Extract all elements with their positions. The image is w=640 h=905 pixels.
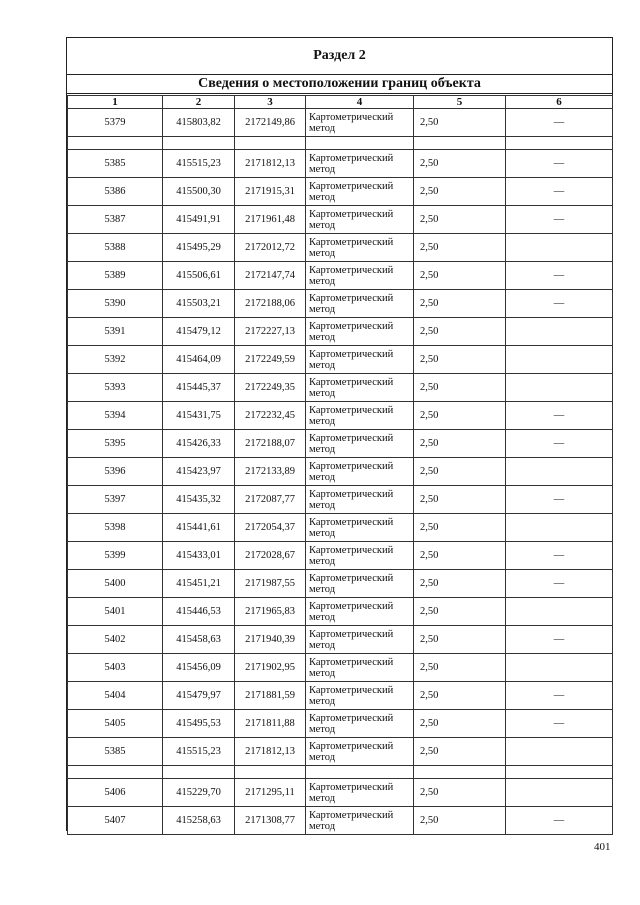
- method-cell: Картометрический метод: [306, 514, 414, 542]
- y-coordinate-cell: 2171915,31: [235, 178, 306, 206]
- point-number-cell: 5391: [68, 318, 163, 346]
- x-coordinate-cell: 415441,61: [163, 514, 235, 542]
- note-cell: [506, 374, 613, 402]
- accuracy-cell: 2,50: [414, 234, 506, 262]
- x-coordinate-cell: 415423,97: [163, 458, 235, 486]
- table-row: [68, 738, 613, 766]
- method-cell: Картометрический метод: [306, 318, 414, 346]
- accuracy-cell: 2,50: [414, 779, 506, 807]
- table-row: [68, 150, 613, 178]
- point-number-cell: 5389: [68, 262, 163, 290]
- method-cell: Картометрический метод: [306, 654, 414, 682]
- note-cell: —: [506, 150, 613, 178]
- empty-cell: [506, 137, 613, 150]
- method-cell: Картометрический метод: [306, 346, 414, 374]
- table-row: [68, 486, 613, 514]
- table-row: [68, 654, 613, 682]
- point-number-cell: 5393: [68, 374, 163, 402]
- note-cell: —: [506, 430, 613, 458]
- empty-cell: [163, 766, 235, 779]
- accuracy-cell: 2,50: [414, 542, 506, 570]
- method-cell: Картометрический метод: [306, 290, 414, 318]
- point-number-cell: 5401: [68, 598, 163, 626]
- point-number-cell: 5379: [68, 109, 163, 137]
- point-number-cell: 5403: [68, 654, 163, 682]
- note-cell: —: [506, 486, 613, 514]
- point-number-cell: 5400: [68, 570, 163, 598]
- y-coordinate-cell: 2171902,95: [235, 654, 306, 682]
- table-row: [68, 234, 613, 262]
- method-cell: Картометрический метод: [306, 206, 414, 234]
- accuracy-cell: 2,50: [414, 109, 506, 137]
- accuracy-cell: 2,50: [414, 290, 506, 318]
- empty-cell: [235, 766, 306, 779]
- method-cell: Картометрический метод: [306, 598, 414, 626]
- method-cell: Картометрический метод: [306, 486, 414, 514]
- col-header-5: 5: [414, 96, 506, 109]
- point-number-cell: 5394: [68, 402, 163, 430]
- note-cell: —: [506, 178, 613, 206]
- point-number-cell: 5387: [68, 206, 163, 234]
- table-body: [68, 96, 613, 835]
- empty-cell: [235, 137, 306, 150]
- y-coordinate-cell: 2172149,86: [235, 109, 306, 137]
- section-title: Раздел 2: [67, 38, 612, 75]
- y-coordinate-cell: 2171812,13: [235, 150, 306, 178]
- table-row: [68, 626, 613, 654]
- accuracy-cell: 2,50: [414, 430, 506, 458]
- method-cell: Картометрический метод: [306, 626, 414, 654]
- x-coordinate-cell: 415456,09: [163, 654, 235, 682]
- method-cell: Картометрический метод: [306, 738, 414, 766]
- note-cell: —: [506, 262, 613, 290]
- accuracy-cell: 2,50: [414, 710, 506, 738]
- header-row: [68, 96, 613, 109]
- accuracy-cell: 2,50: [414, 598, 506, 626]
- y-coordinate-cell: 2172249,59: [235, 346, 306, 374]
- accuracy-cell: 2,50: [414, 374, 506, 402]
- y-coordinate-cell: 2171308,77: [235, 807, 306, 835]
- empty-cell: [306, 766, 414, 779]
- y-coordinate-cell: 2172188,07: [235, 430, 306, 458]
- note-cell: —: [506, 626, 613, 654]
- method-cell: Картометрический метод: [306, 109, 414, 137]
- empty-cell: [414, 137, 506, 150]
- empty-cell: [306, 137, 414, 150]
- accuracy-cell: 2,50: [414, 318, 506, 346]
- note-cell: [506, 779, 613, 807]
- table-title: Сведения о местоположении границ объекта: [67, 75, 612, 94]
- accuracy-cell: 2,50: [414, 807, 506, 835]
- x-coordinate-cell: 415445,37: [163, 374, 235, 402]
- x-coordinate-cell: 415506,61: [163, 262, 235, 290]
- x-coordinate-cell: 415258,63: [163, 807, 235, 835]
- x-coordinate-cell: 415479,12: [163, 318, 235, 346]
- y-coordinate-cell: 2172249,35: [235, 374, 306, 402]
- method-cell: Картометрический метод: [306, 542, 414, 570]
- point-number-cell: 5385: [68, 150, 163, 178]
- col-header-3: 3: [235, 96, 306, 109]
- y-coordinate-cell: 2171961,48: [235, 206, 306, 234]
- note-cell: —: [506, 570, 613, 598]
- y-coordinate-cell: 2171940,39: [235, 626, 306, 654]
- x-coordinate-cell: 415446,53: [163, 598, 235, 626]
- x-coordinate-cell: 415451,21: [163, 570, 235, 598]
- accuracy-cell: 2,50: [414, 402, 506, 430]
- y-coordinate-cell: 2171295,11: [235, 779, 306, 807]
- col-header-6: 6: [506, 96, 613, 109]
- method-cell: Картометрический метод: [306, 807, 414, 835]
- table-row: [68, 109, 613, 137]
- note-cell: [506, 234, 613, 262]
- x-coordinate-cell: 415515,23: [163, 150, 235, 178]
- accuracy-cell: 2,50: [414, 682, 506, 710]
- table-row: [68, 206, 613, 234]
- accuracy-cell: 2,50: [414, 486, 506, 514]
- method-cell: Картометрический метод: [306, 262, 414, 290]
- method-cell: Картометрический метод: [306, 570, 414, 598]
- y-coordinate-cell: 2171881,59: [235, 682, 306, 710]
- note-cell: —: [506, 109, 613, 137]
- note-cell: —: [506, 807, 613, 835]
- empty-cell: [68, 766, 163, 779]
- x-coordinate-cell: 415431,75: [163, 402, 235, 430]
- table-row: [68, 262, 613, 290]
- y-coordinate-cell: 2172028,67: [235, 542, 306, 570]
- accuracy-cell: 2,50: [414, 570, 506, 598]
- point-number-cell: 5390: [68, 290, 163, 318]
- table-row: [68, 290, 613, 318]
- y-coordinate-cell: 2172227,13: [235, 318, 306, 346]
- method-cell: Картометрический метод: [306, 178, 414, 206]
- point-number-cell: 5385: [68, 738, 163, 766]
- table-row: [68, 402, 613, 430]
- note-cell: —: [506, 542, 613, 570]
- x-coordinate-cell: 415495,53: [163, 710, 235, 738]
- accuracy-cell: 2,50: [414, 346, 506, 374]
- x-coordinate-cell: 415495,29: [163, 234, 235, 262]
- table-row: [68, 346, 613, 374]
- point-number-cell: 5397: [68, 486, 163, 514]
- y-coordinate-cell: 2171965,83: [235, 598, 306, 626]
- empty-cell: [163, 137, 235, 150]
- note-cell: [506, 514, 613, 542]
- method-cell: Картометрический метод: [306, 374, 414, 402]
- point-number-cell: 5395: [68, 430, 163, 458]
- x-coordinate-cell: 415503,21: [163, 290, 235, 318]
- method-cell: Картометрический метод: [306, 458, 414, 486]
- y-coordinate-cell: 2172054,37: [235, 514, 306, 542]
- table-row: [68, 178, 613, 206]
- accuracy-cell: 2,50: [414, 514, 506, 542]
- table-row: [68, 682, 613, 710]
- note-cell: [506, 738, 613, 766]
- empty-cell: [414, 766, 506, 779]
- note-cell: [506, 346, 613, 374]
- method-cell: Картометрический метод: [306, 779, 414, 807]
- table-row: [68, 807, 613, 835]
- y-coordinate-cell: 2171987,55: [235, 570, 306, 598]
- x-coordinate-cell: 415515,23: [163, 738, 235, 766]
- table-row: [68, 458, 613, 486]
- accuracy-cell: 2,50: [414, 626, 506, 654]
- table-row: [68, 430, 613, 458]
- table-row: [68, 570, 613, 598]
- point-number-cell: 5388: [68, 234, 163, 262]
- x-coordinate-cell: 415433,01: [163, 542, 235, 570]
- note-cell: —: [506, 206, 613, 234]
- y-coordinate-cell: 2171811,88: [235, 710, 306, 738]
- point-number-cell: 5402: [68, 626, 163, 654]
- x-coordinate-cell: 415803,82: [163, 109, 235, 137]
- method-cell: Картометрический метод: [306, 402, 414, 430]
- empty-cell: [506, 766, 613, 779]
- note-cell: [506, 318, 613, 346]
- y-coordinate-cell: 2172232,45: [235, 402, 306, 430]
- point-number-cell: 5398: [68, 514, 163, 542]
- note-cell: [506, 654, 613, 682]
- table-row: [68, 598, 613, 626]
- x-coordinate-cell: 415491,91: [163, 206, 235, 234]
- table-row: [68, 710, 613, 738]
- table-row: [68, 779, 613, 807]
- accuracy-cell: 2,50: [414, 654, 506, 682]
- y-coordinate-cell: 2172012,72: [235, 234, 306, 262]
- y-coordinate-cell: 2172188,06: [235, 290, 306, 318]
- note-cell: —: [506, 682, 613, 710]
- note-cell: [506, 598, 613, 626]
- method-cell: Картометрический метод: [306, 234, 414, 262]
- x-coordinate-cell: 415229,70: [163, 779, 235, 807]
- document-frame: [66, 37, 613, 831]
- col-header-4: 4: [306, 96, 414, 109]
- point-number-cell: 5407: [68, 807, 163, 835]
- method-cell: Картометрический метод: [306, 710, 414, 738]
- point-number-cell: 5396: [68, 458, 163, 486]
- accuracy-cell: 2,50: [414, 262, 506, 290]
- accuracy-cell: 2,50: [414, 738, 506, 766]
- separator-row: [68, 137, 613, 150]
- x-coordinate-cell: 415426,33: [163, 430, 235, 458]
- table-row: [68, 374, 613, 402]
- table-row: [68, 542, 613, 570]
- accuracy-cell: 2,50: [414, 458, 506, 486]
- page-number: 401: [594, 841, 611, 853]
- x-coordinate-cell: 415458,63: [163, 626, 235, 654]
- method-cell: Картометрический метод: [306, 430, 414, 458]
- point-number-cell: 5386: [68, 178, 163, 206]
- table-row: [68, 514, 613, 542]
- boundary-table: [67, 95, 613, 835]
- y-coordinate-cell: 2171812,13: [235, 738, 306, 766]
- method-cell: Картометрический метод: [306, 150, 414, 178]
- y-coordinate-cell: 2172087,77: [235, 486, 306, 514]
- x-coordinate-cell: 415500,30: [163, 178, 235, 206]
- point-number-cell: 5406: [68, 779, 163, 807]
- y-coordinate-cell: 2172133,89: [235, 458, 306, 486]
- note-cell: [506, 458, 613, 486]
- accuracy-cell: 2,50: [414, 178, 506, 206]
- table-row: [68, 318, 613, 346]
- accuracy-cell: 2,50: [414, 206, 506, 234]
- note-cell: —: [506, 710, 613, 738]
- separator-row: [68, 766, 613, 779]
- x-coordinate-cell: 415464,09: [163, 346, 235, 374]
- accuracy-cell: 2,50: [414, 150, 506, 178]
- col-header-1: 1: [68, 96, 163, 109]
- empty-cell: [68, 137, 163, 150]
- point-number-cell: 5405: [68, 710, 163, 738]
- note-cell: —: [506, 402, 613, 430]
- x-coordinate-cell: 415435,32: [163, 486, 235, 514]
- method-cell: Картометрический метод: [306, 682, 414, 710]
- col-header-2: 2: [163, 96, 235, 109]
- x-coordinate-cell: 415479,97: [163, 682, 235, 710]
- y-coordinate-cell: 2172147,74: [235, 262, 306, 290]
- point-number-cell: 5399: [68, 542, 163, 570]
- point-number-cell: 5404: [68, 682, 163, 710]
- note-cell: —: [506, 290, 613, 318]
- point-number-cell: 5392: [68, 346, 163, 374]
